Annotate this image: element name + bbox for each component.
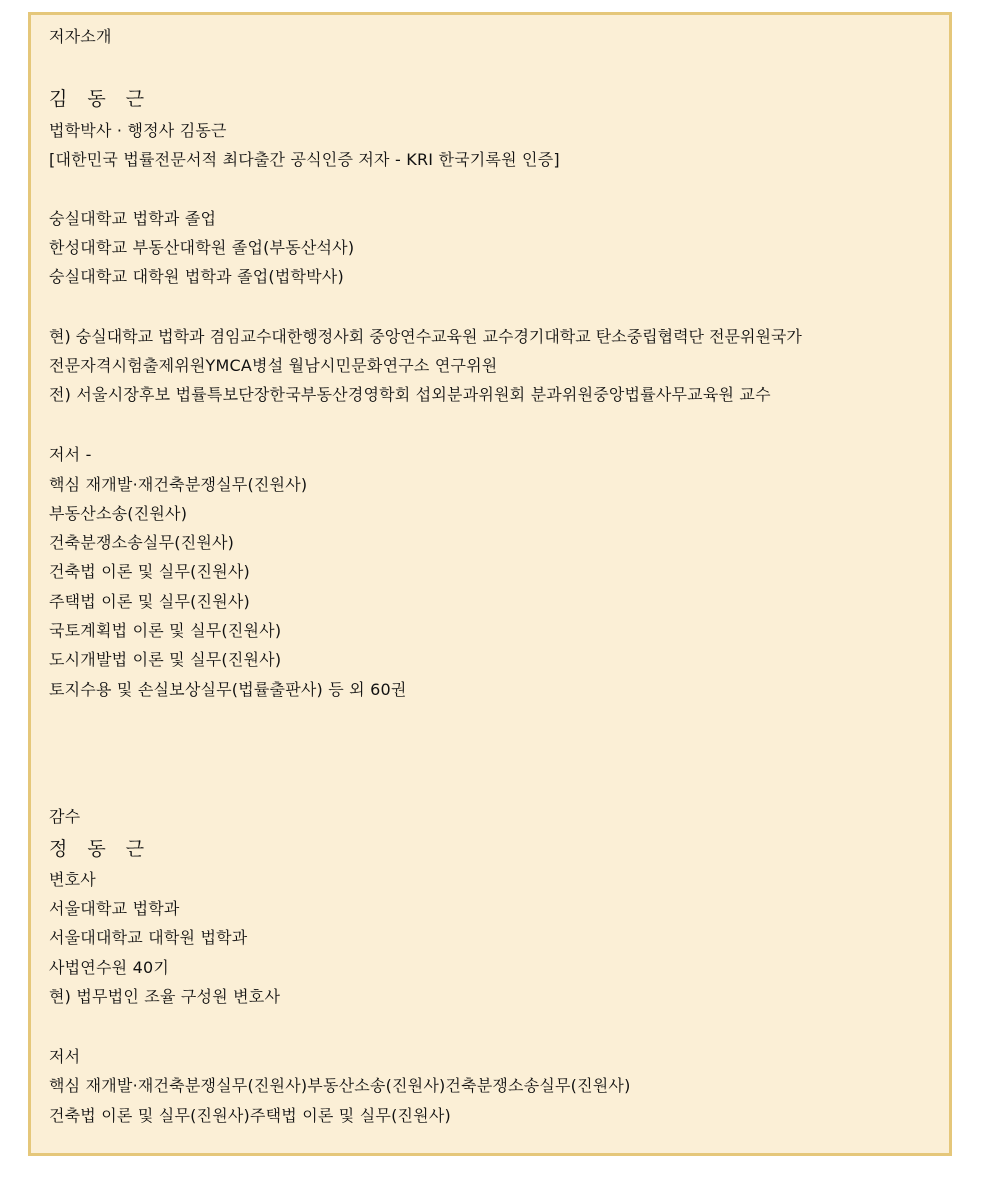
author-title: 법학박사 · 행정사 김동근: [49, 121, 227, 140]
author-book-item: 부동산소송(진원사): [49, 504, 188, 523]
author-intro-heading: 저자소개: [49, 27, 112, 46]
author-books-heading: 저서 -: [49, 445, 92, 464]
author-book-item: 주택법 이론 및 실무(진원사): [49, 592, 250, 611]
supervisor-profile-item: 서울대대학교 대학원 법학과: [49, 928, 248, 947]
supervisor-profile-item: 사법연수원 40기: [49, 958, 169, 977]
author-book-item: 도시개발법 이론 및 실무(진원사): [49, 650, 282, 669]
supervisor-profile-item: 현) 법무법인 조율 구성원 변호사: [49, 987, 281, 1006]
author-career-item: 현) 숭실대학교 법학과 겸임교수대한행정사회 중앙연수교육원 교수경기대학교 탄소중립협력단 전문위원국가: [49, 327, 802, 346]
author-certification: [대한민국 법률전문서적 최다출간 공식인증 저자 - KRI 한국기록원 인증]: [49, 150, 560, 169]
author-name: 김 동 근: [49, 88, 152, 110]
author-intro-box: [28, 12, 952, 1156]
author-career-item: 전) 서울시장후보 법률특보단장한국부동산경영학회 섭외분과위원회 분과위원중앙법률사무교육원 교수: [49, 385, 771, 404]
author-book-item: 건축분쟁소송실무(진원사): [49, 533, 235, 552]
author-book-item: 국토계획법 이론 및 실무(진원사): [49, 621, 282, 640]
author-book-item: 핵심 재개발·재건축분쟁실무(진원사): [49, 475, 308, 494]
supervisor-books-heading: 저서: [49, 1047, 81, 1066]
supervisor-profile-item: 변호사: [49, 870, 96, 889]
author-book-item: 토지수용 및 손실보상실무(법률출판사) 등 외 60권: [49, 680, 407, 699]
supervisor-name: 정 동 근: [49, 838, 152, 860]
supervisor-profile-item: 서울대학교 법학과: [49, 899, 180, 918]
supervisor-book-item: 건축법 이론 및 실무(진원사)주택법 이론 및 실무(진원사): [49, 1106, 451, 1125]
supervisor-book-item: 핵심 재개발·재건축분쟁실무(진원사)부동산소송(진원사)건축분쟁소송실무(진원사): [49, 1076, 631, 1095]
author-career-item: 전문자격시험출제위원YMCA병설 월남시민문화연구소 연구위원: [49, 356, 498, 375]
author-education-item: 숭실대학교 법학과 졸업: [49, 209, 217, 228]
author-education-item: 한성대학교 부동산대학원 졸업(부동산석사): [49, 238, 355, 257]
supervisor-heading: 감수: [49, 807, 81, 826]
author-education-item: 숭실대학교 대학원 법학과 졸업(법학박사): [49, 267, 344, 286]
author-book-item: 건축법 이론 및 실무(진원사): [49, 562, 250, 581]
